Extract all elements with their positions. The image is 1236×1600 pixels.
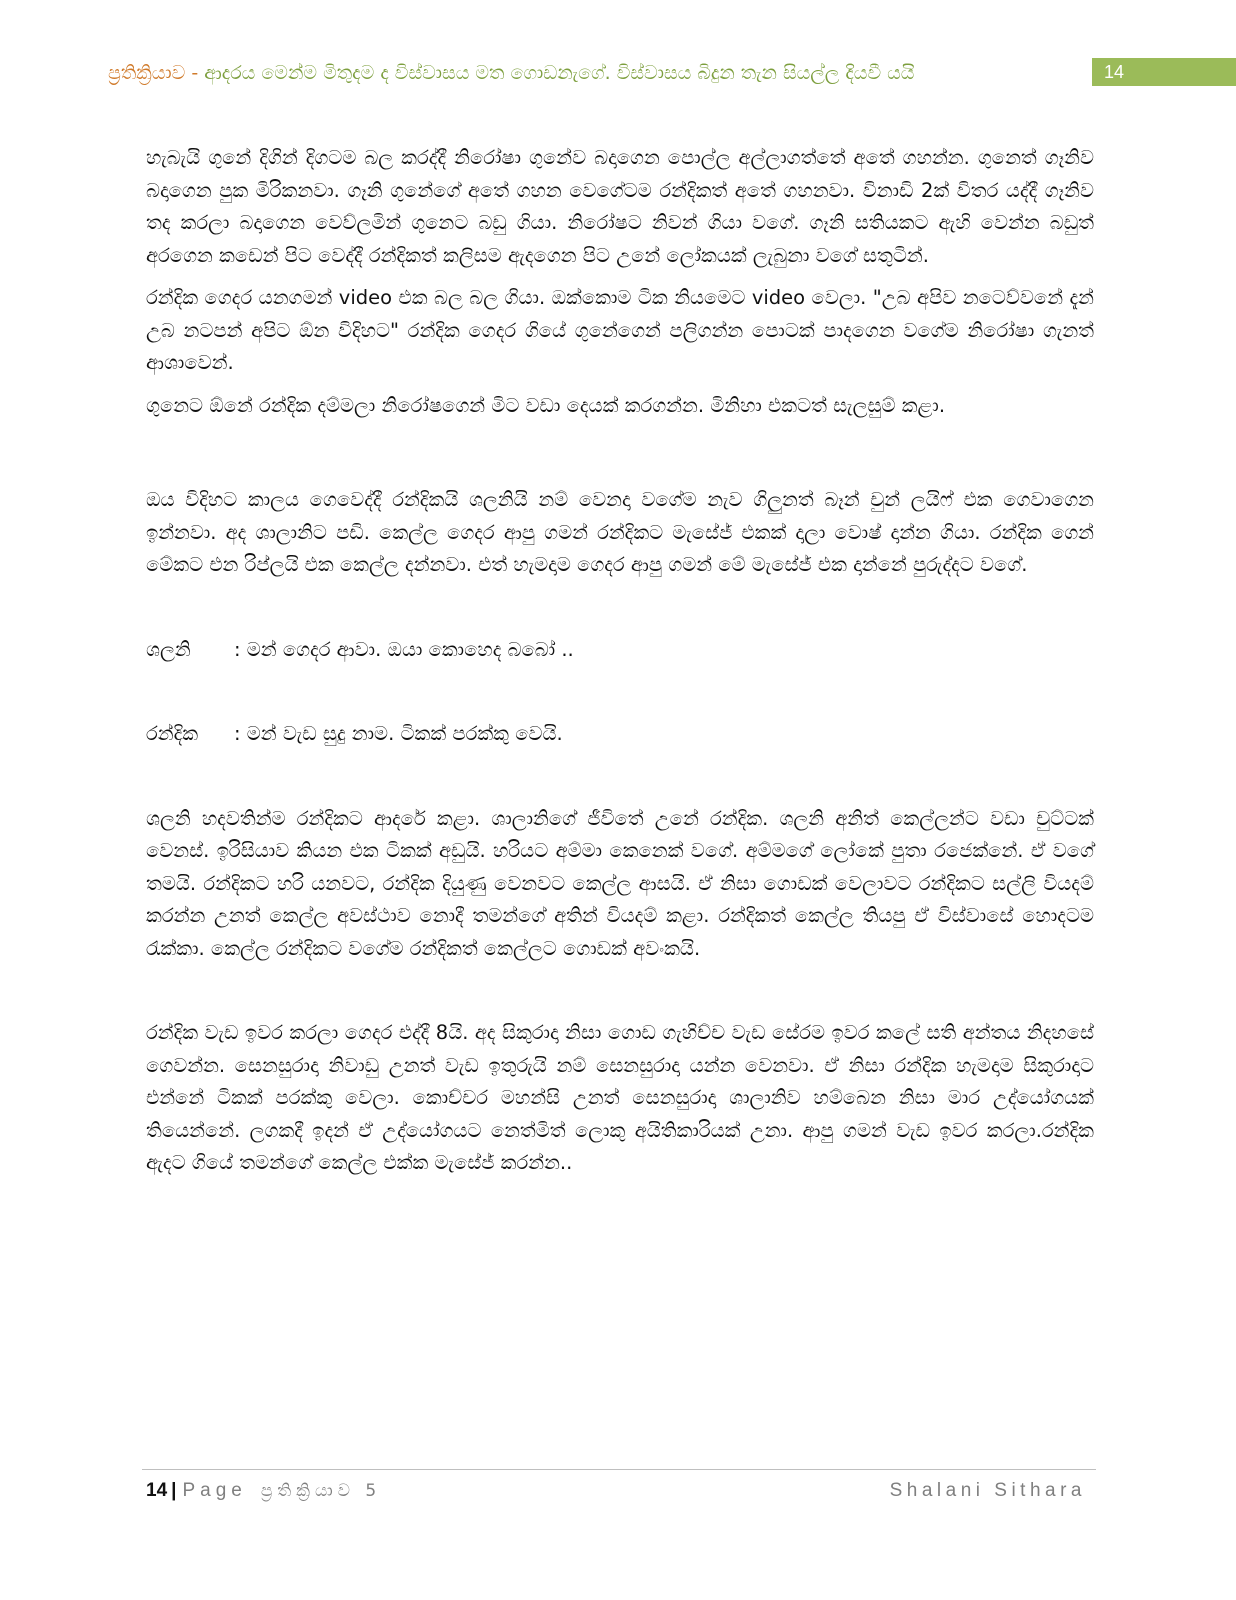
dialogue-speaker: රන්දික [146, 722, 199, 745]
footer-page-label: Page [182, 1480, 247, 1501]
footer-book-title: ප්‍රතික්‍රියාව 5 [260, 1481, 382, 1501]
paragraph: රන්දික වැඩ ඉවර කරලා ගෙදර එද්දී 8යි. අද සිකුරාදා නිසා ගොඩ ගැහිච්ච වැඩ සේරම ඉවර කලේ සති අන්තය නිදහසේ ගෙවන්න. සෙනසුරාදා නිවාඩු උනත් වැඩ ඉතුරුයි නම් සෙනසුරාදා යන්න වෙනවා. ඒ නිසා රන්දික හැමදාම සිකුරාදාට එන්නේ ටිකක් පරක්කු වෙලා. කොච්චර මහන්සි උනත් සෙනසුරාදා ශාලානිව හම්බෙන නිසා මාර උද්යෝගයක් තියෙන්නේ. ලගකදී ඉදන් ඒ උද්යෝගයට නෙත්මිත් ලොකු අයිතිකාරියක් උනා. ආපු ගමන් වැඩ ඉවර කරලා.රන්දික ඇදට ගියේ තමන්ගේ කෙල්ල එක්ක මැසේජ් කරන්න.. [146, 1021, 1094, 1174]
paragraph: ශලනි හදවතින්ම රන්දිකට ආදරේ කළා. ශාලානිගේ ජීවිතේ උනේ රන්දික. ශලනි අනිත් කෙල්ලන්ට වඩා චුට්ටක් වෙනස්. ඉරිසියාව කියන එක ටිකක් අඩුයි. හරියට අම්මා කෙනෙක් වගේ. අම්මගේ ලෝකේ පුතා රජෙක්නේ. ඒ වගේ තමයි. රන්දිකට හරි යනවට, රන්දික දියුණු වෙනවට කෙල්ල ආසයි. ඒ නිසා ගොඩක් වෙලාවට රන්දිකට සල්ලි වියදම් කරන්න උනත් කෙල්ල අවස්ථාව නොදී තමන්ගේ අතින් වියදම් කළා. රන්දිකත් කෙල්ල තියපු ඒ විස්වාසේ හොදටම රැක්කා. කෙල්ල රන්දිකට වගේම රන්දිකත් කෙල්ලට ගොඩක් අවංකයි. [146, 806, 1094, 960]
dialogue-text: : මන් ගෙදර ආවා. ඔයා කොහෙද බබෝ .. [234, 637, 574, 661]
header-subtitle: ආදරය මෙන්ම මිතුදම ද විස්වාසය මත ගොඩනැගේ. විස්වාසය බිදුන තැන සියල්ල දියවී යයි [204, 62, 915, 84]
page-header [0, 56, 1236, 90]
footer-divider [142, 1469, 1096, 1470]
paragraph: ඔය විදිහට කාලය ගෙවෙද්දී රන්දිකයි ශලනියි නම් වෙනදා වගේම නැව ගිලුනත් බෑන් චුන් ලයිෆ් එක ගෙවාගෙන ඉන්නවා. අද ශාලානිට පඩි. කෙල්ල ගෙදර ආපු ගමන් රන්දිකට මැසේජ් එකක් දාලා වොෂ් දාන්න ගියා. රන්දික ගෙන් මේකට එන රිප්ලයි එක කෙල්ල දන්නවා. එත් හැමදාම ගෙදර ආපු ගමන් මේ මැසේජ් එක දාන්නේ පුරුද්දට වගේ. [146, 488, 1094, 576]
page-content [146, 142, 1094, 1180]
dialogue-speaker: ශලනි [146, 637, 191, 661]
dialogue-line [146, 718, 1094, 751]
paragraph: ගුනෙට ඕනේ රන්දික දම්මලා නිරෝෂගෙන් මිට වඩා දෙයක් කරගන්න. මිනිහා එකටත් සැලසුම් කළා. [146, 393, 946, 417]
dialogue-line [146, 634, 1094, 667]
footer-separator: | [171, 1480, 177, 1501]
header-text [108, 60, 1078, 86]
header-separator: - [185, 62, 205, 84]
dialogue-text: : මන් වැඩ සුදු නාම. ටිකක් පරක්කු වෙයි. [234, 722, 563, 745]
footer-author: Shalani Sithara [889, 1480, 1086, 1501]
page-footer [146, 1476, 1086, 1506]
header-page-number: 14 [1092, 58, 1236, 86]
paragraph: රන්දික ගෙදර යනගමන් video එක බල බල ගියා. ඔක්කොම ටික නියමෙට video වෙලා. "උබ අපිව නටෙව්වනේ දැන් උබ නටපන් අපිට ඕන විදිහට" රන්දික ගෙදර ගියේ ගුනේගෙන් පලිගන්න පොටක් පාදගෙන වගේම නිරෝෂා ගැනත් ආශාවෙන්. [146, 286, 1094, 374]
paragraph: හැබැයි ගුනේ දිගින් දිගටම බල කරද්දී නිරෝෂා ගුනේව බදාගෙන පොල්ල අල්ලාගත්තේ අතේ ගහන්න. ගුනෙත් ගෑනිව බදාගෙන පුක මිරිකනවා. ගෑනි ගුනේගේ අතේ ගහන වෙගේටම රන්දිකත් අතේ ගහනවා. විනාඩි 2ක් විතර යද්දී ගෑනිව තද කරලා බදාගෙන වෙව්ලමින් ගුනෙට බඩු ගියා. නිරෝෂට නිවන් ගියා වගේ. ගෑනි සතියකට ඇහි වෙන්න බඩුත් අරගෙන කඩෙන් පිට වෙද්දී රන්දිකත් කලිසම ඇදගෙන පිට උනේ ලෝකයක් ලැබුනා වගේ සතුටින්. [146, 146, 1094, 267]
footer-page-number: 14 [146, 1480, 168, 1501]
header-title: ප්‍රතික්‍රියාව [108, 62, 186, 84]
